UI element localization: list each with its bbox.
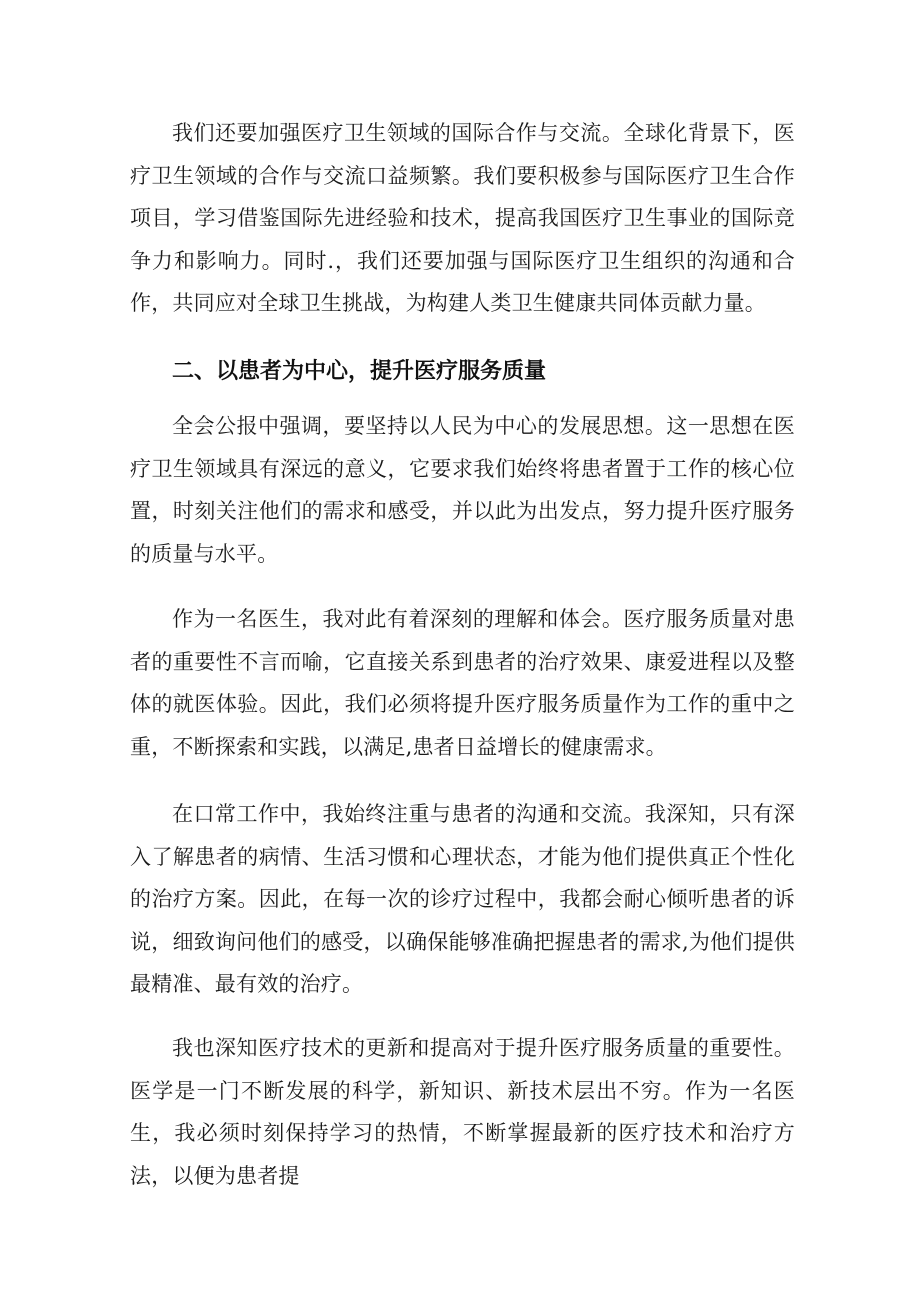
section-heading: 二、以患者为中心，提升医疗服务质量 [172,359,547,384]
paragraph-doctor-understanding: 作为一名医生，我对此有着深刻的理解和体会。医疗服务质量对患者的重要性不言而喻，它直接关系到患者的治疗效果、康爱进程以及整体的就医体验。因此，我们必须将提升医疗服务质量作为工作的重中之重，不断探索和实践，以满足,患者日益增长的健康需求。 [130,607,795,759]
paragraph-people-centered: 全会公报中强调，要坚持以人民为中心的发展思想。这一思想在医疗卫生领域具有深远的意义，它要求我们始终将患者置于工作的核心位置，时刻关注他们的需求和感受，并以此为出发点，努力提升医疗服务的质量与水平。 [130,414,795,566]
paragraph-medical-technology: 我也深知医疗技术的更新和提高对于提升医疗服务质量的重要性。医学是一门不断发展的科学，新知识、新技术层出不穷。作为一名医生，我必须时刻保持学习的热情，不断掌握最新的医疗技术和治疗方法，以便为患者提 [130,1036,795,1188]
paragraph-patient-communication: 在口常工作中，我始终注重与患者的沟通和交流。我深知，只有深入了解患者的病情、生活习惯和心理状态，才能为他们提供真正个性化的治疗方案。因此，在每一次的诊疗过程中，我都会耐心倾听患者的诉说，细致询问他们的感受，以确保能够准确把握患者的需求,为他们提供最精准、最有效的治疗。 [130,802,795,996]
paragraph-international-cooperation: 我们还要加强医疗卫生领域的国际合作与交流。全球化背景下，医疗卫生领域的合作与交流口益频繁。我们要积极参与国际医疗卫生合作项目，学习借鉴国际先进经验和技术，提高我国医疗卫生事业的国际竞争力和影响力。同时.，我们还要加强与国际医疗卫生组织的沟通和合作，共同应对全球卫生挑战，为构建人类卫生健康共同体贡献力量。 [130,121,795,315]
